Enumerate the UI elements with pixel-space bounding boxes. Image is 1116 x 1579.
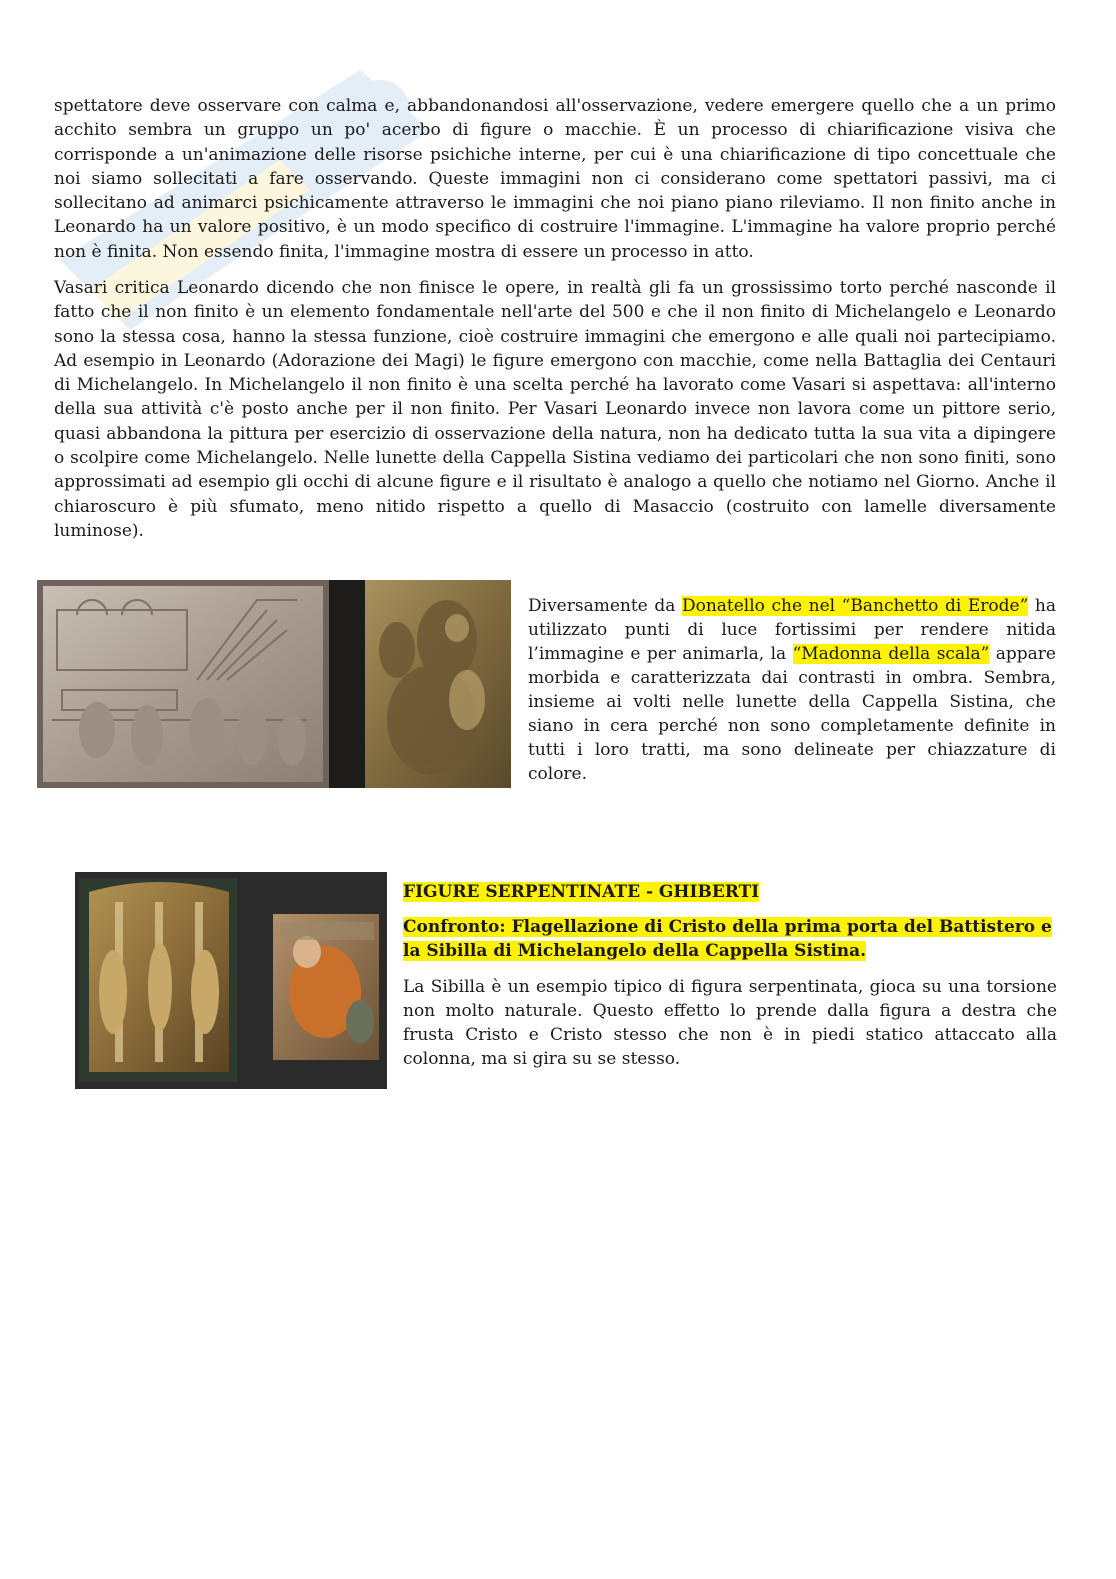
- ghiberti-sibilla-images: [75, 872, 387, 1089]
- subheading-confronto: [403, 915, 1057, 963]
- section-madonna-text: [528, 594, 1056, 786]
- heading-figure-serpentinate: [403, 880, 759, 904]
- relief-images: [37, 580, 511, 788]
- text-span: appare morbida e caratterizzata dai contrasti in ombra. Sembra, insieme ai volti nelle lunette della Cappella Sistina, che siano in cera perché non sono completamente definite in tutti i loro tratti, ma sono delineate per chiazzature di colore.: [528, 644, 1056, 784]
- section-sibilla-text: La Sibilla è un esempio tipico di figura serpentinata, gioca su una torsione non molto naturale. Questo effetto lo prende dalla figura a destra che frusta Cristo e Cristo stesso che non è in piedi statico attaccato alla colonna, ma si gira su se stesso.: [403, 977, 1057, 1069]
- subheading-text: Confronto: Flagellazione di Cristo della prima porta del Battistero e la Sibilla di Michelangelo della Cappella Sistina.: [403, 917, 1052, 961]
- figure-ghiberti-sibilla: [75, 872, 387, 1089]
- figure-donatello-michelangelo: [37, 580, 511, 788]
- paragraph-non-finito: spettatore deve osservare con calma e, abbandonandosi all'osservazione, vedere emergere quello che a un primo acchito sembra un gruppo un po' acerbo di figure o macchie. È un processo di chiarificazione visiva che corrisponde a un'animazione delle risorse psichiche interne, per cui è una chiarificazione di tipo concettuale che noi siamo sollecitati a fare osservando. Queste immagini non ci considerano come spettatori passivi, ma ci sollecitano ad animarci psichicamente attraverso le immagini che noi piano piano rileviamo. Il non finito anche in Leonardo ha un valore positivo, è un modo specifico di costruire l'immagine. L'immagine ha valore proprio perché non è finita. Non essendo finita, l'immagine mostra di essere un processo in atto.: [54, 96, 1056, 262]
- highlight-madonna: “Madonna della scala”: [792, 644, 990, 664]
- highlight-donatello: Donatello che nel “Banchetto di Erode”: [681, 596, 1029, 616]
- heading-text: FIGURE SERPENTINATE - GHIBERTI: [403, 882, 760, 902]
- paragraph-vasari: Vasari critica Leonardo dicendo che non finisce le opere, in realtà gli fa un grossissimo torto perché nasconde il fatto che il non finito è un elemento fondamentale nell'arte del 500 e che il non finito di Michelangelo e Leonardo sono la stessa cosa, hanno la stessa funzione, cioè costruire immagini che emergono e alle quali noi partecipiamo. Ad esempio in Leonardo (Adorazione dei Magi) le figure emergono con macchie, come nella Battaglia dei Centauri di Michelangelo. In Michelangelo il non finito è una scelta perché ha lavorato come Vasari si aspettava: all'interno della sua attività c'è posto anche per il non finito. Per Vasari Leonardo invece non lavora come un pittore serio, quasi abbandona la pittura per esercizio di osservazione della natura, non ha dedicato tutta la sua vita a dipingere o scolpire come Michelangelo. Nelle lunette della Cappella Sistina vediamo dei particolari che non sono finiti, sono approssimati ad esempio gli occhi di alcune figure e il risultato è analogo a quello che notiamo nel Giorno. Anche il chiaroscuro è più sfumato, meno nitido rispetto a quello di Masaccio (costruito con lamelle diversamente luminose).: [54, 278, 1056, 541]
- text-span: Diversamente da: [528, 596, 682, 616]
- text-span: ha utilizzato punti di luce fortissimi per rendere nitida l’immagine e per animarla, la: [528, 596, 1056, 664]
